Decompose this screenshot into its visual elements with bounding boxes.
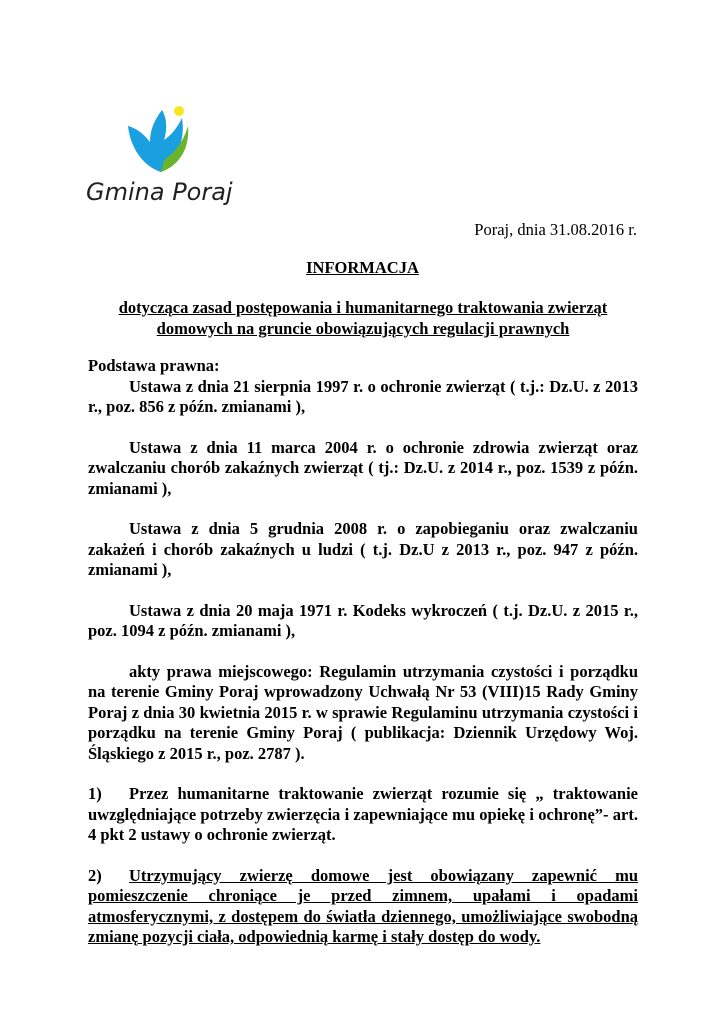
point-text: Przez humanitarne traktowanie zwierząt rozumie się „ traktowanie uwzględniające potrzeby zwierzęcia i zapewniające mu opiekę i ochronę”- art. 4 pkt 2 ustawy o ochronie zwierząt.: [88, 784, 638, 844]
point-text: Utrzymujący zwierzę domowe jest obowiązany zapewnić mu pomieszczenie chroniące je przed zimnem, upałami i opadami atmosferycznymi, z dostępem do światła dziennego, umożliwiające swobodną zmianę pozycji ciała, odpowiednią karmę i stały dostęp do wody.: [88, 865, 638, 946]
point-number: 2): [88, 865, 102, 885]
numbered-point: [88, 866, 638, 948]
legal-basis-item: akty prawa miejscowego: Regulamin utrzymania czystości i porządku na terenie Gminy Poraj wprowadzony Uchwałą Nr 53 (VIII)15 Rady Gminy Poraj z dnia 30 kwietnia 2015 r. w sprawie Regulaminu utrzymania czystości i porządku na terenie Gminy Poraj ( publikacja: Dziennik Urzędowy Woj. Śląskiego z 2015 r., poz. 2787 ).: [88, 661, 638, 763]
legal-basis-label: Podstawa prawna:: [88, 356, 220, 375]
document-title: INFORMACJA: [306, 258, 419, 277]
point-number: 1): [88, 784, 102, 803]
logo-text: Gmina Poraj: [86, 178, 233, 206]
legal-basis-item: Ustawa z dnia 21 sierpnia 1997 r. o ochronie zwierząt ( t.j.: Dz.U. z 2013 r., poz. 856 z późn. zmianami ),: [88, 376, 638, 416]
document-subtitle: dotycząca zasad postępowania i humanitarnego traktowania zwierząt domowych na gruncie obowiązujących regulacji prawnych: [118, 298, 608, 338]
legal-basis-item: Ustawa z dnia 5 grudnia 2008 r. o zapobieganiu oraz zwalczaniu zakażeń i chorób zakaźnych u ludzi ( t.j. Dz.U z 2013 r., poz. 947 z późn. zmianami ),: [88, 519, 638, 579]
document-body: [88, 356, 638, 968]
legal-basis-item: Ustawa z dnia 11 marca 2004 r. o ochronie zdrowia zwierząt oraz zwalczaniu chorób zakaźnych zwierząt ( tj.: Dz.U. z 2014 r., poz. 1539 z późn. zmianami ),: [88, 437, 638, 498]
tulip-icon: [86, 100, 236, 210]
legal-basis-item: Ustawa z dnia 20 maja 1971 r. Kodeks wykroczeń ( t.j. Dz.U. z 2015 r., poz. 1094 z późn. zmianami ),: [88, 600, 638, 640]
gmina-poraj-logo: [86, 100, 236, 210]
numbered-point: [88, 784, 638, 846]
document-date: Poraj, dnia 31.08.2016 r.: [474, 220, 637, 239]
